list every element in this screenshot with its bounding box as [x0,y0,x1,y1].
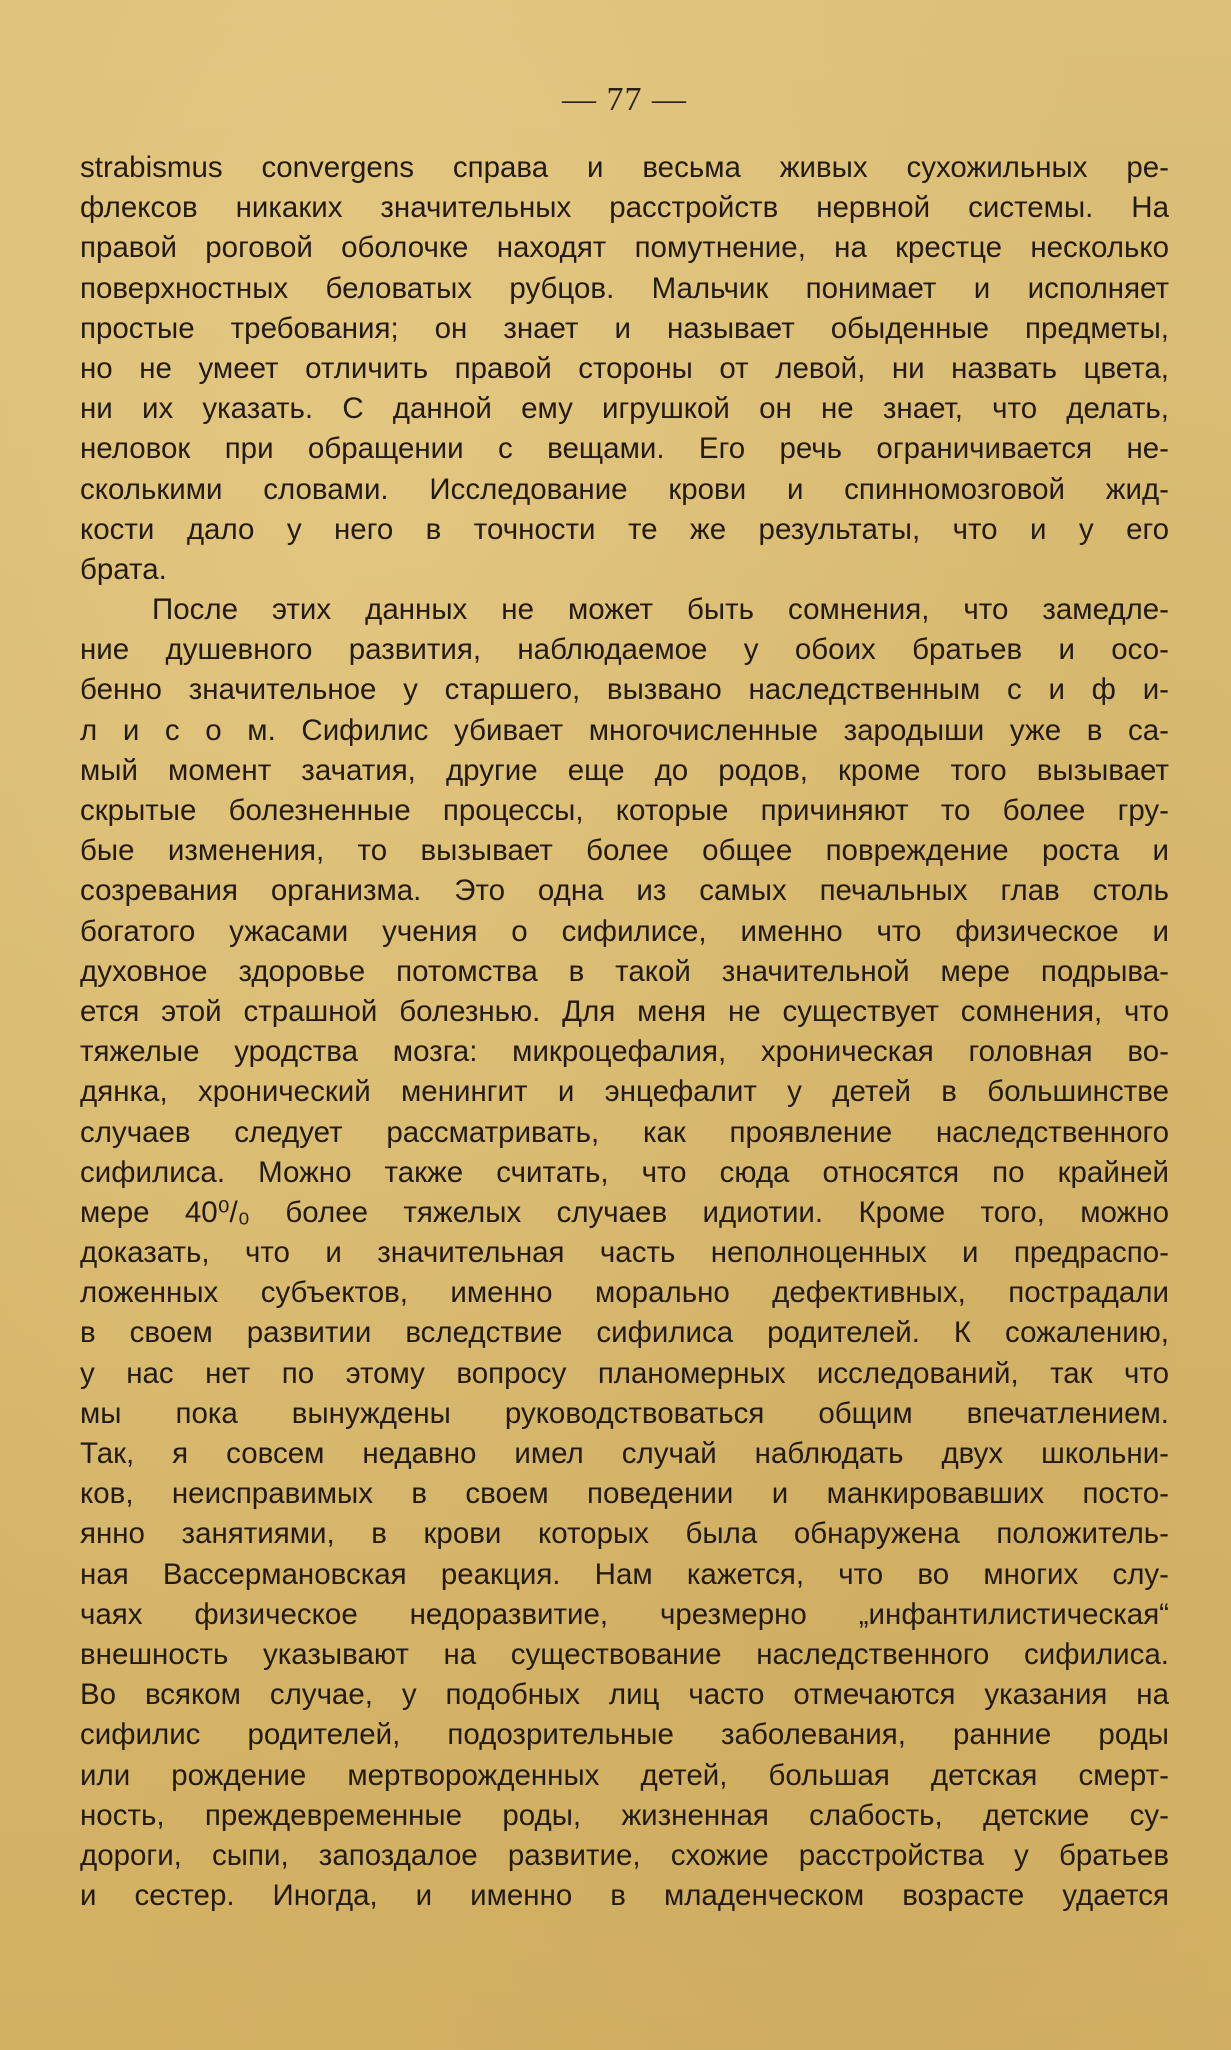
text-line: ется этой страшной болезнью. Для меня не существует сомнения, что [80,994,1169,1028]
text-line: доказать, что и значительная часть неполноценных и предраспо- [80,1236,1169,1270]
text-line: ков, неисправимых в своем поведении и манкировавших посто- [80,1477,1169,1511]
page-number: — 77 — [562,81,687,118]
text-line: правой роговой оболочке находят помутнение, на крестце несколько [80,231,1169,265]
text-line: бые изменения, то вызывает более общее повреждение роста и [80,834,1169,868]
paragraph-1 [80,148,1169,590]
text-line: у нас нет по этому вопросу планомерных исследований, так что [80,1356,1169,1390]
text-line: дянка, хронический менингит и энцефалит у детей в большинстве [80,1075,1169,1109]
text-line: После этих данных не может быть сомнения, что замедле- [152,593,1169,627]
text-line: strabismus convergens справа и весьма живых сухожильных ре- [80,151,1169,184]
text-line: флексов никаких значительных расстройств нервной системы. На [80,191,1169,225]
text-line: дороги, сыпи, запоздалое развитие, схожие расстройства у братьев [80,1838,1169,1872]
text-line: сифилис родителей, подозрительные заболевания, ранние роды [80,1718,1169,1752]
text-line: л и с о м. Сифилис убивает многочисленные зародыши уже в са- [80,713,1169,747]
paragraph-2 [80,590,1169,1916]
text-line: мы пока вынуждены руководствоваться общим впечатлением. [80,1396,1169,1430]
text-line: ложенных субъектов, именно морально дефективных, пострадали [80,1276,1169,1310]
text-line: ность, преждевременные роды, жизненная слабость, детские су- [80,1798,1169,1832]
body-text [80,148,1169,1916]
text-line: и сестер. Иногда, и именно в младенческом возрасте удается [80,1879,1169,1913]
text-line: внешность указывают на существование наследственного сифилиса. [80,1637,1169,1671]
text-line: созревания организма. Это одна из самых печальных глав столь [80,874,1169,908]
text-line: кости дало у него в точности те же результаты, что и у его [80,512,1169,546]
text-line: неловок при обращении с вещами. Его речь ограничивается не- [80,432,1169,466]
text-line: чаях физическое недоразвитие, чрезмерно „инфантилистическая“ [80,1597,1169,1631]
text-line: Так, я совсем недавно имел случай наблюдать двух школьни- [80,1437,1169,1470]
text-line: или рождение мертворожденных детей, большая детская смерт- [80,1758,1169,1792]
text-line: ни их указать. С данной ему игрушкой он не знает, что делать, [80,392,1169,426]
text-line: богатого ужасами учения о сифилисе, именно что физическое и [80,914,1169,948]
text-line: Во всяком случае, у подобных лиц часто отмечаются указания на [80,1678,1169,1712]
text-line: скрытые болезненные процессы, которые причиняют то более гру- [80,794,1169,827]
text-line: мый момент зачатия, другие еще до родов, кроме того вызывает [80,753,1169,787]
text-line: сифилиса. Можно также считать, что сюда относятся по крайней [80,1155,1169,1189]
text-line: простые требования; он знает и называет обыденные предметы, [80,311,1169,345]
text-line: мере 40⁰/₀ более тяжелых случаев идиотии. Кроме того, можно [80,1195,1169,1229]
text-line: ная Вассермановская реакция. Нам кажется, что во многих слу- [80,1557,1169,1591]
text-line: ние душевного развития, наблюдаемое у обоих братьев и осо- [80,633,1169,667]
text-line: брата. [80,552,167,586]
text-line: бенно значительное у старшего, вызвано наследственным с и ф и- [80,673,1169,707]
text-line: поверхностных беловатых рубцов. Мальчик понимает и исполняет [80,271,1169,305]
text-line: янно занятиями, в крови которых была обнаружена положитель- [80,1517,1169,1551]
text-line: сколькими словами. Исследование крови и спинномозговой жид- [80,472,1169,506]
text-line: духовное здоровье потомства в такой значительной мере подрыва- [80,954,1169,988]
text-line: тяжелые уродства мозга: микроцефалия, хроническая головная во- [80,1035,1169,1069]
text-line: случаев следует рассматривать, как проявление наследственного [80,1115,1169,1149]
text-line: но не умеет отличить правой стороны от левой, ни назвать цвета, [80,351,1169,385]
text-line: в своем развитии вследствие сифилиса родителей. К сожалению, [80,1316,1169,1350]
